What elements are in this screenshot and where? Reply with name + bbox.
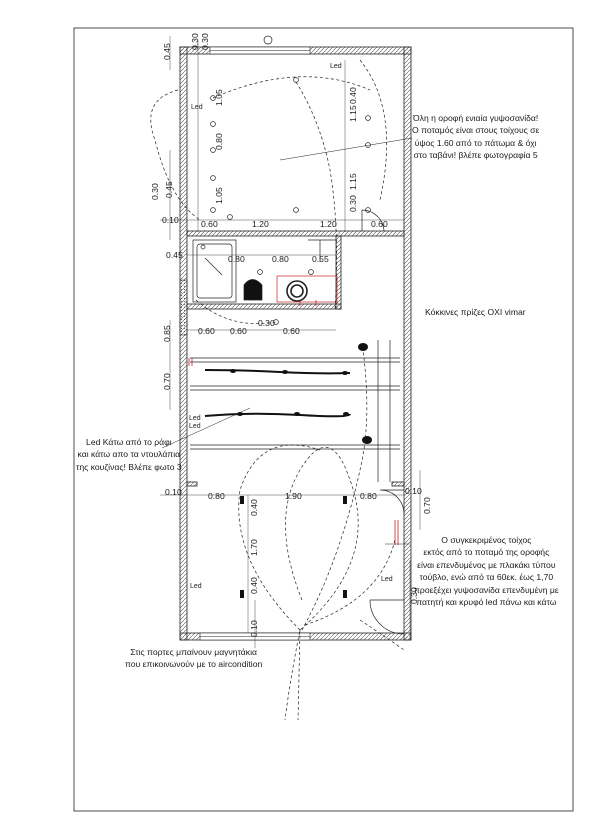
led-strips bbox=[205, 370, 350, 416]
led-label-1: Led bbox=[191, 104, 203, 111]
note-sockets-line: Κόκκινες πρίζες ΟΧΙ vimar bbox=[425, 307, 526, 317]
dim-lower-left-3: 0.40 bbox=[249, 577, 259, 594]
dim-left-side-1: 0.30 bbox=[150, 183, 160, 200]
dim-right-col-2: 1.15 bbox=[348, 105, 358, 122]
dim-lower-2: 0.80 bbox=[208, 491, 225, 501]
leader-lines bbox=[162, 138, 412, 544]
dim-right-col-4: 0.30 bbox=[348, 195, 358, 212]
dim-row1-4: 0.60 bbox=[371, 219, 388, 229]
note-ceiling-line-4: στο ταβάνι! βλέπε φωτογραφία 5 bbox=[413, 150, 538, 161]
dim-bath-1: 0.45 bbox=[166, 250, 183, 260]
dim-left-col-1: 1.05 bbox=[214, 89, 224, 106]
dim-row1-1: 0.60 bbox=[201, 219, 218, 229]
dim-lower-1: 0.10 bbox=[165, 487, 182, 497]
dim-bath-bottom-sub: 0.30 bbox=[258, 318, 275, 328]
dim-bath-3: 0.80 bbox=[272, 254, 289, 264]
note-sockets bbox=[425, 306, 526, 318]
note-led-kitchen-line-2: και κάτω απο τα ντουλάπια bbox=[77, 449, 181, 460]
dimension-lines bbox=[160, 36, 420, 648]
note-ceiling bbox=[412, 112, 539, 162]
note-wall-line-3: είναι επενδυμένος με πλακάκι τύπου bbox=[417, 559, 556, 570]
dim-lower-left-1: 0.40 bbox=[249, 499, 259, 516]
note-ceiling-line-3: ύψος 1.60 από το πάτωμα & όχι bbox=[414, 137, 537, 148]
dim-lower-3: 1.90 bbox=[285, 491, 302, 501]
note-doors-line-2: που επικοινωνούν με το aircondition bbox=[125, 659, 263, 670]
led-label-6: Led bbox=[381, 576, 393, 583]
dim-mid-left-1: 0.85 bbox=[162, 325, 172, 342]
dim-lower-5: 0.10 bbox=[405, 486, 422, 496]
dim-lower-left-2: 1.70 bbox=[249, 539, 259, 556]
bathroom-fixtures bbox=[193, 240, 337, 302]
dim-left-col-3: 1.05 bbox=[214, 187, 224, 204]
note-wall bbox=[414, 534, 559, 608]
downlights bbox=[211, 78, 371, 325]
led-label-4: Led bbox=[189, 423, 201, 430]
note-led-kitchen bbox=[76, 436, 182, 473]
note-wall-line-2: εκτός από το ποταμό της οροφής bbox=[423, 547, 550, 558]
dimension-text bbox=[150, 33, 432, 637]
dim-top-left-3: 0.30 bbox=[200, 33, 210, 50]
kitchen-shelves bbox=[190, 340, 400, 482]
dim-right-col-3: 1.15 bbox=[348, 173, 358, 190]
dim-left-side-3: 0.10 bbox=[162, 215, 179, 225]
note-wall-line-5: προεξέχει γυψοσανίδα επενδυμένη με bbox=[414, 584, 559, 595]
dim-left-side-2: 0.45 bbox=[164, 181, 174, 198]
note-doors bbox=[125, 646, 262, 671]
dim-row1-2: 1.20 bbox=[252, 219, 269, 229]
dim-bath-bottom-2: 0.60 bbox=[230, 326, 247, 336]
dim-bath-2: 0.80 bbox=[228, 254, 245, 264]
note-led-kitchen-line-3: της κουζίνας! Βλέπε φωτο 3 bbox=[76, 461, 182, 472]
led-label-2: Led bbox=[330, 63, 342, 70]
dim-right-col-1: 0.40 bbox=[348, 87, 358, 104]
dim-bath-bottom-3: 0.60 bbox=[283, 326, 300, 336]
note-doors-line-1: Στις πορτες μπαίνουν μαγνητάκια bbox=[130, 647, 257, 657]
note-wall-line-1: Ο συγκεκριμένος τοίχος bbox=[441, 535, 532, 545]
dim-bath-bottom-1: 0.60 bbox=[198, 326, 215, 336]
tiled-wall bbox=[180, 280, 187, 335]
dim-top-left-2: 0.30 bbox=[190, 33, 200, 50]
note-ceiling-line-1: Όλη η οροφή ενιαία γυψοσανίδα! bbox=[413, 113, 539, 123]
note-wall-line-6: πατητή και κρυφό led πάνω και κάτω bbox=[416, 597, 557, 608]
red-sockets bbox=[189, 300, 398, 545]
dim-lower-bottom-1: 0.10 bbox=[249, 620, 259, 637]
dim-left-col-2: 0.80 bbox=[214, 133, 224, 150]
dim-lower-4: 0.80 bbox=[360, 491, 377, 501]
dim-lower-bottom-2: 0.30 bbox=[409, 587, 419, 604]
dim-row1-3: 1.20 bbox=[320, 219, 337, 229]
dim-mid-left-2: 0.70 bbox=[162, 373, 172, 390]
led-label-3: Led bbox=[189, 415, 201, 422]
dim-bath-4: 0.55 bbox=[312, 254, 329, 264]
led-label-5: Led bbox=[190, 583, 202, 590]
dim-top-left-1: 0.45 bbox=[162, 43, 172, 60]
note-ceiling-line-2: Ο ποταμός είναι στους τοίχους σε bbox=[412, 125, 540, 136]
note-led-kitchen-line-1: Led Κάτω από το ράφι bbox=[86, 437, 172, 447]
note-wall-line-4: τούβλο, ενώ από τα 60εκ. έως 1,70 bbox=[419, 572, 554, 583]
dim-lower-right: 0.70 bbox=[422, 497, 432, 514]
